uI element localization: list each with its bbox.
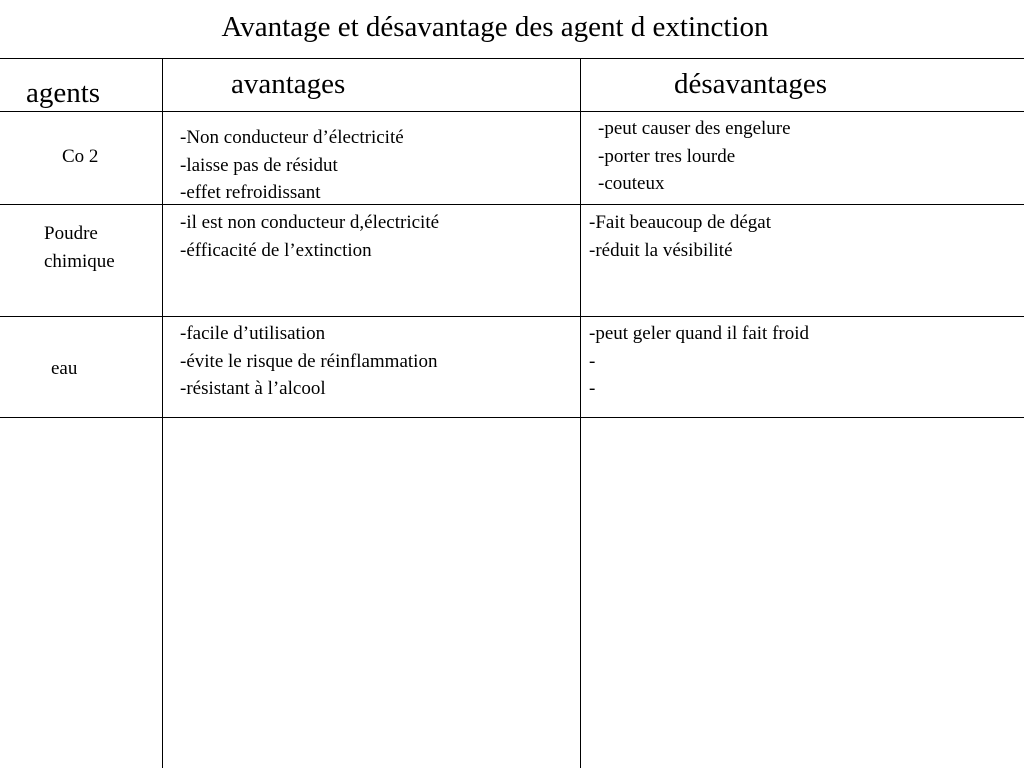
- row-divider-2: [0, 316, 1024, 317]
- cell-line: -porter tres lourde: [598, 145, 736, 167]
- cell-agent-eau: [51, 355, 77, 383]
- cell-line: -Fait beaucoup de dégat: [589, 212, 772, 233]
- cell-avantages-poudre-chimique: [180, 209, 439, 264]
- cell-line: Poudre: [44, 223, 98, 244]
- header-avantages: avantages: [231, 68, 346, 100]
- column-divider-2: [580, 58, 581, 768]
- cell-desavantages-eau: [589, 320, 809, 403]
- cell-agent-co2: [62, 143, 98, 171]
- cell-desavantages-poudre-chimique: [589, 209, 771, 264]
- cell-line: -réduit la vésibilité: [589, 239, 733, 261]
- cell-line: -: [589, 378, 596, 399]
- cell-line: -peut causer des engelure: [598, 118, 791, 139]
- column-divider-1: [162, 58, 163, 768]
- cell-agent-poudre-chimique: [44, 220, 115, 275]
- cell-line: eau: [51, 358, 78, 379]
- cell-line: chimique: [44, 250, 115, 272]
- cell-line: -évite le risque de réinflammation: [180, 350, 438, 372]
- cell-line: -facile d’utilisation: [180, 323, 326, 344]
- page-title: Avantage et désavantage des agent d extinction: [221, 11, 769, 43]
- cell-line: -effet refroidissant: [180, 182, 321, 203]
- cell-line: -couteux: [598, 173, 665, 194]
- cell-line: -éfficacité de l’extinction: [180, 239, 372, 261]
- header-agents: agents: [26, 77, 101, 109]
- table-border-top: [0, 58, 1024, 59]
- row-divider-1: [0, 204, 1024, 205]
- row-divider-header: [0, 111, 1024, 112]
- cell-line: -laisse pas de résidut: [180, 154, 338, 176]
- row-divider-3: [0, 417, 1024, 418]
- cell-avantages-eau: [180, 320, 437, 403]
- cell-line: -Non conducteur d’électricité: [180, 127, 404, 148]
- cell-avantages-co2: [180, 124, 404, 207]
- cell-line: -: [589, 350, 596, 372]
- cell-line: -il est non conducteur d,électricité: [180, 212, 440, 233]
- cell-line: -résistant à l’alcool: [180, 378, 326, 399]
- cell-desavantages-co2: [598, 115, 791, 198]
- cell-line: Co 2: [62, 146, 99, 167]
- cell-line: -peut geler quand il fait froid: [589, 323, 810, 344]
- header-desavantages: désavantages: [674, 68, 827, 100]
